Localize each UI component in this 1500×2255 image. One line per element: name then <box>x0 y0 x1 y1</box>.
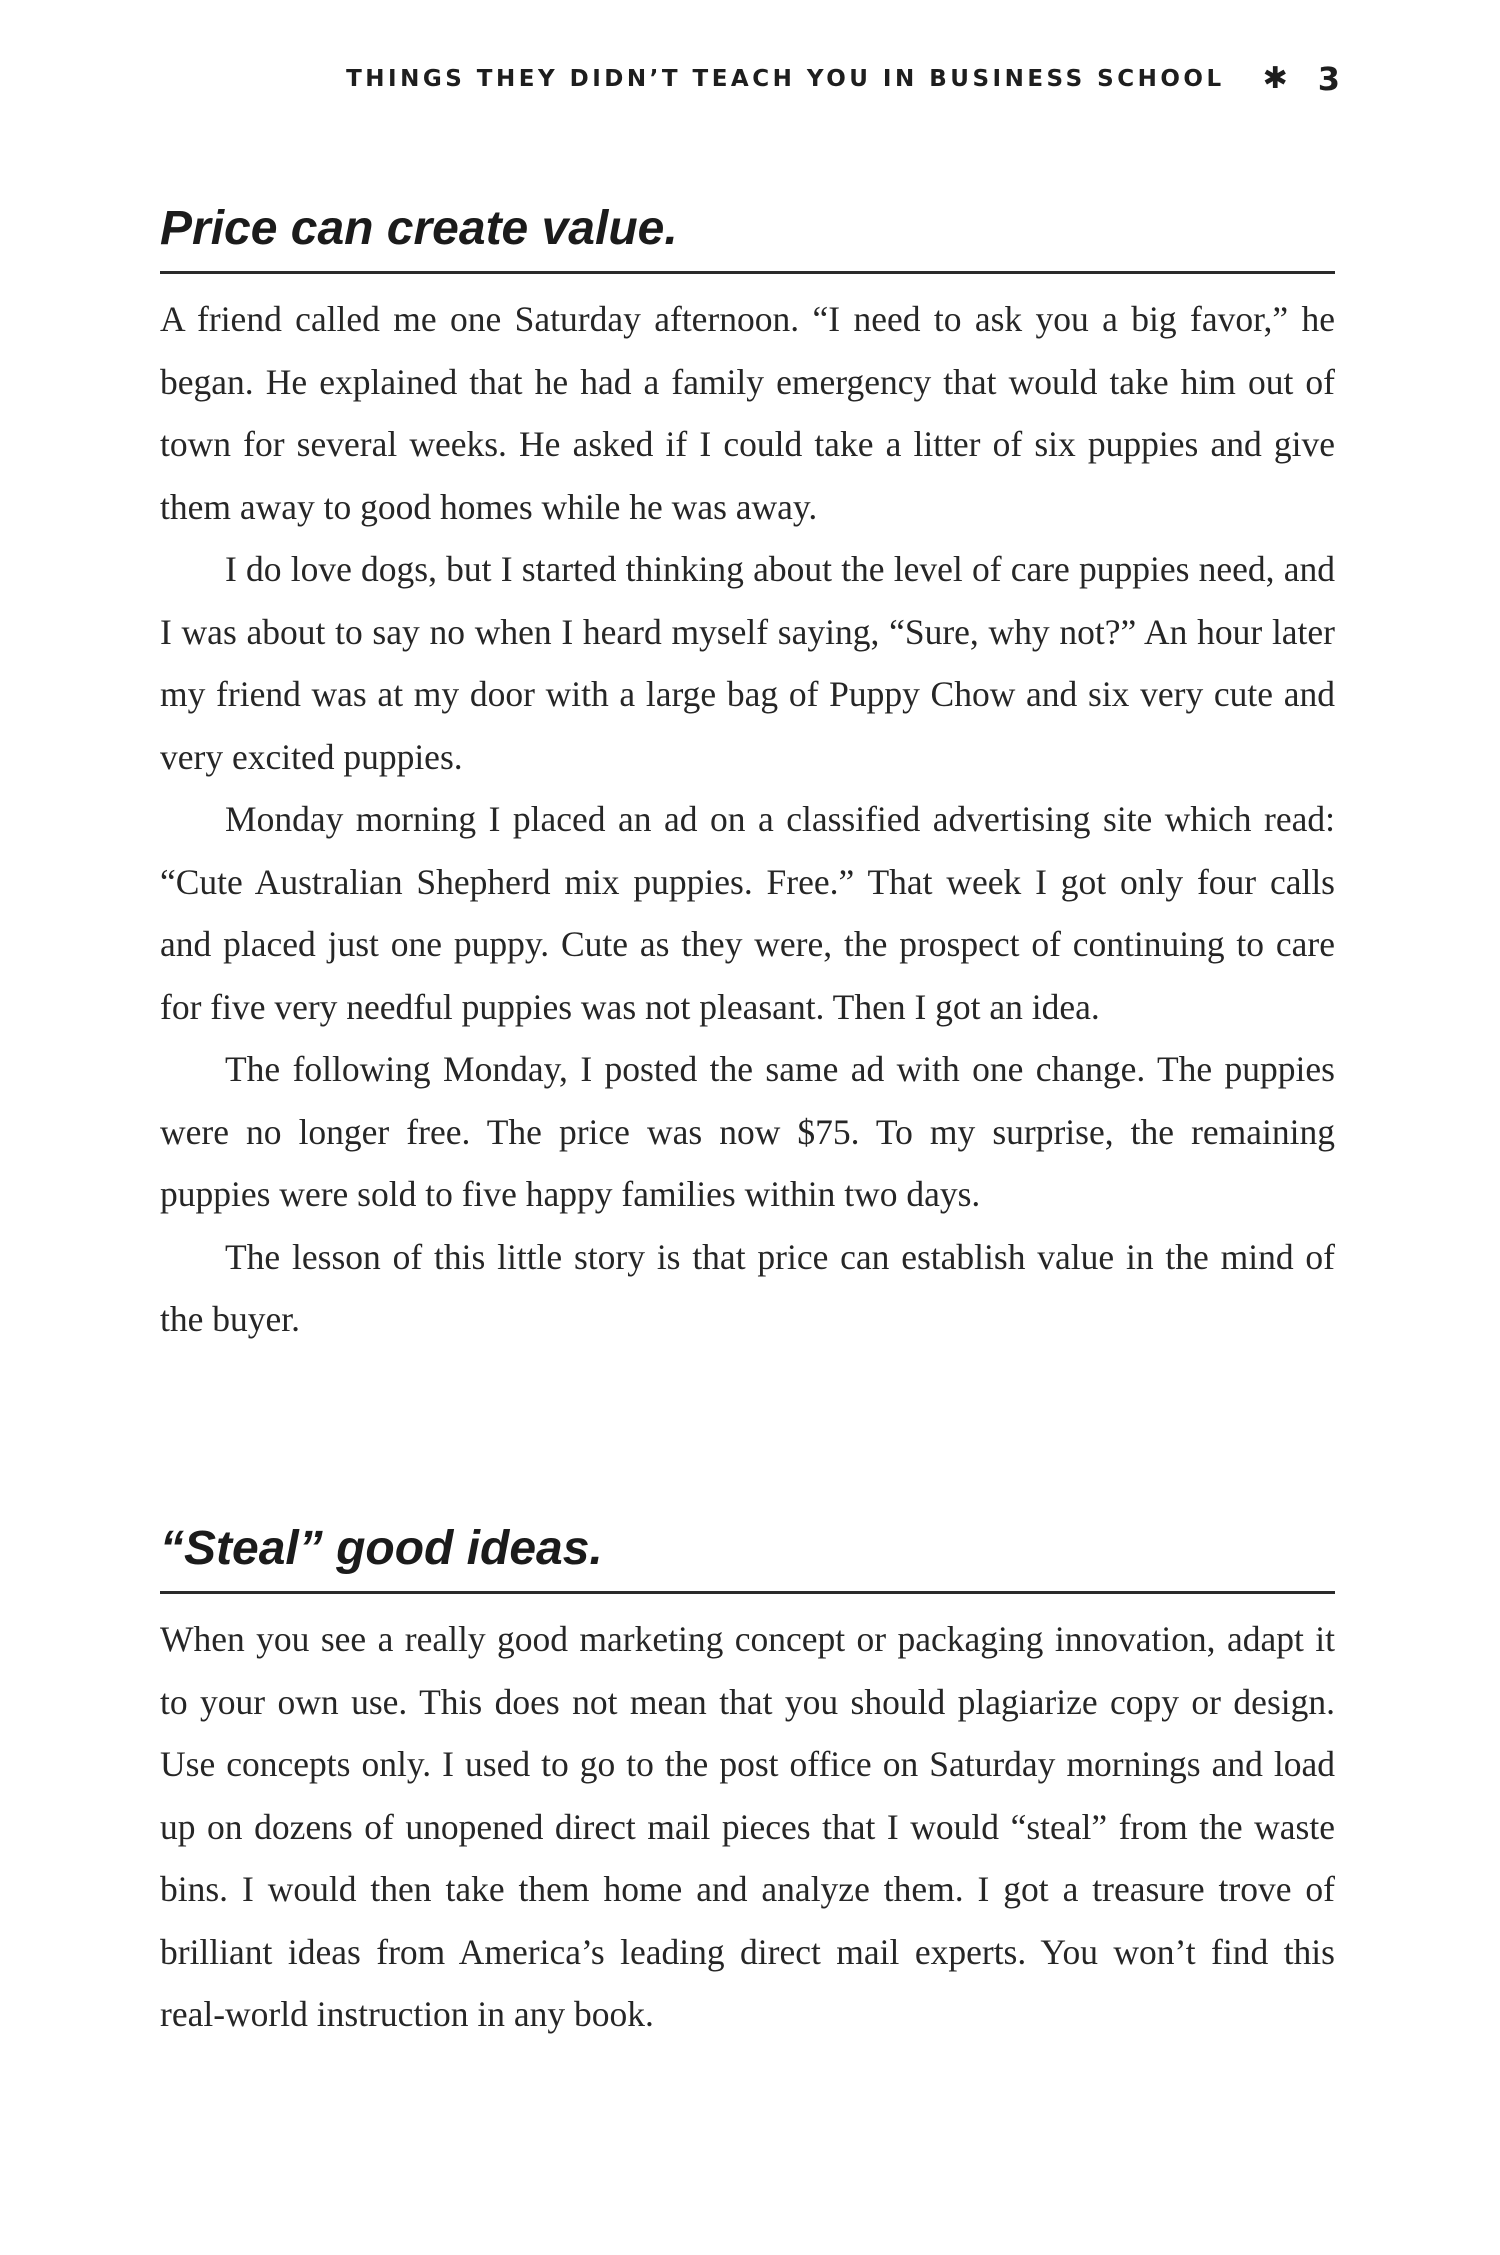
paragraph: The following Monday, I posted the same ad with one change. The puppies were no longer free. The price was now $75. To my surprise, the remaining puppies were sold to five happy families within two days. <box>160 1049 1335 1214</box>
section-steal-good-ideas <box>160 1522 1335 2046</box>
section-body <box>160 1608 1335 2046</box>
paragraph: I do love dogs, but I started thinking about the level of care puppies need, and I was about to say no when I heard myself saying, “Sure, why not?” An hour later my friend was at my door with a large bag of Puppy Chow and six very cute and very excited puppies. <box>160 549 1335 777</box>
section-body <box>160 288 1335 1351</box>
section-title: “Steal” good ideas. <box>160 1525 1335 1594</box>
paragraph: A friend called me one Saturday afternoon. “I need to ask you a big favor,” he began. He explained that he had a family emergency that would take him out of town for several weeks. He asked if I could take a litter of six puppies and give them away to good homes while he was away. <box>160 299 1335 527</box>
paragraph: The lesson of this little story is that price can establish value in the mind of the buyer. <box>160 1236 1335 1339</box>
section-price-creates-value <box>160 202 1335 1351</box>
asterisk-ornament-icon: ✱ <box>1262 61 1288 96</box>
running-head <box>346 60 1340 98</box>
paragraph: Monday morning I placed an ad on a classified advertising site which read: “Cute Australian Shepherd mix puppies. Free.” That week I got only four calls and placed just one puppy. Cute as they were, the prospect of continuing to care for five very needful puppies was not pleasant. Then I got an idea. <box>160 799 1335 1027</box>
running-title: THINGS THEY DIDN’T TEACH YOU IN BUSINESS SCHOOL <box>346 66 1225 92</box>
section-title: Price can create value. <box>160 205 1335 274</box>
page-number: 3 <box>1317 60 1340 98</box>
paragraph: When you see a really good marketing concept or packaging innovation, adapt it to your own use. This does not mean that you should plagiarize copy or design. Use concepts only. I used to go to the post office on Saturday mornings and load up on dozens of unopened direct mail pieces that I would “steal” from the waste bins. I would then take them home and analyze them. I got a treasure trove of brilliant ideas from America’s leading direct mail experts. You won’t find this real-world instruction in any book. <box>160 1619 1335 2034</box>
